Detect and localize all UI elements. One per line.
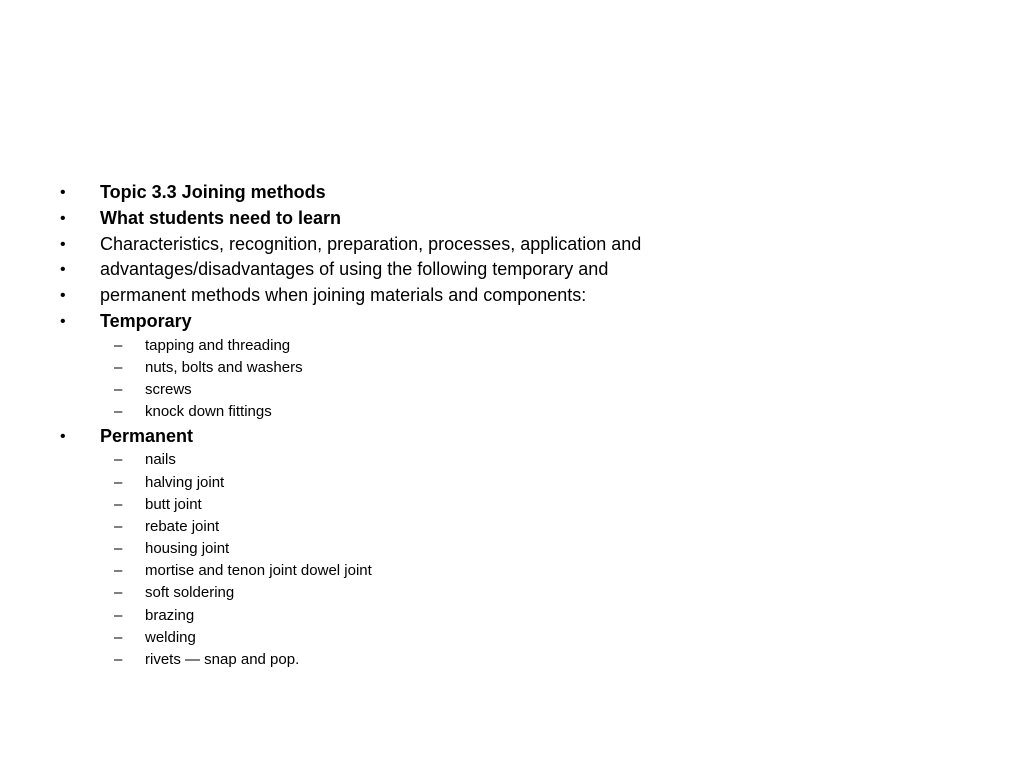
bullet-icon: • [60, 312, 66, 330]
sub-list-item-permanent [60, 538, 960, 560]
sub-list-item-temporary [60, 379, 960, 401]
sub-list-item-permanent [60, 516, 960, 538]
sub-item-label: nails [145, 451, 176, 469]
sub-item-label: housing joint [145, 540, 230, 558]
sub-list-item-permanent [60, 627, 960, 649]
subtitle: What students need to learn [100, 207, 342, 228]
list-item-topic-title [60, 180, 960, 206]
bullet-icon: • [60, 287, 66, 305]
sub-list-item-temporary [60, 335, 960, 357]
bullet-icon: • [60, 209, 66, 227]
description-line: Characteristics, recognition, preparation, processes, application and [100, 233, 642, 254]
list-item-description-2 [60, 257, 960, 283]
sub-item-label: brazing [145, 606, 195, 624]
description-line: permanent methods when joining materials and components: [100, 285, 587, 306]
bullet-list [60, 180, 960, 671]
sub-list-item-permanent [60, 472, 960, 494]
dash-icon: – [114, 336, 123, 354]
dash-icon: – [114, 562, 123, 580]
sub-list-item-temporary [60, 357, 960, 379]
sub-item-label: butt joint [145, 495, 202, 513]
sub-list-item-temporary [60, 401, 960, 423]
list-item-description-1 [60, 232, 960, 258]
permanent-heading: Permanent [100, 425, 194, 446]
sub-item-label: rivets — snap and pop. [145, 651, 300, 669]
sub-item-label: welding [145, 628, 196, 646]
list-item-permanent-heading [60, 424, 960, 450]
sub-list-item-permanent [60, 649, 960, 671]
sub-list-item-permanent [60, 582, 960, 604]
description-line: advantages/disadvantages of using the following temporary and [100, 259, 609, 280]
dash-icon: – [114, 584, 123, 602]
bullet-icon: • [60, 235, 66, 253]
list-item-temporary-heading [60, 309, 960, 335]
sub-list-item-permanent [60, 605, 960, 627]
dash-icon: – [114, 451, 123, 469]
sub-list-item-permanent [60, 560, 960, 582]
bullet-icon: • [60, 427, 66, 445]
dash-icon: – [114, 628, 123, 646]
dash-icon: – [114, 358, 123, 376]
dash-icon: – [114, 517, 123, 535]
bullet-icon: • [60, 261, 66, 279]
sub-item-label: knock down fittings [145, 403, 272, 421]
dash-icon: – [114, 381, 123, 399]
dash-icon: – [114, 403, 123, 421]
topic-title: Topic 3.3 Joining methods [100, 182, 326, 202]
list-item-subtitle [60, 206, 960, 232]
sub-item-label: screws [145, 381, 192, 399]
list-item-description-3 [60, 283, 960, 309]
bullet-icon: • [60, 184, 66, 201]
sub-item-label: halving joint [145, 473, 225, 491]
dash-icon: – [114, 540, 123, 558]
sub-item-label: mortise and tenon joint dowel joint [145, 562, 372, 580]
sub-item-label: tapping and threading [145, 336, 291, 354]
sub-list-item-permanent [60, 494, 960, 516]
dash-icon: – [114, 606, 123, 624]
dash-icon: – [114, 495, 123, 513]
sub-item-label: rebate joint [145, 517, 220, 535]
sub-item-label: soft soldering [145, 584, 235, 602]
sub-item-label: nuts, bolts and washers [145, 358, 303, 376]
dash-icon: – [114, 473, 123, 491]
temporary-heading: Temporary [100, 310, 192, 331]
sub-list-item-permanent [60, 449, 960, 471]
dash-icon: – [114, 651, 123, 669]
